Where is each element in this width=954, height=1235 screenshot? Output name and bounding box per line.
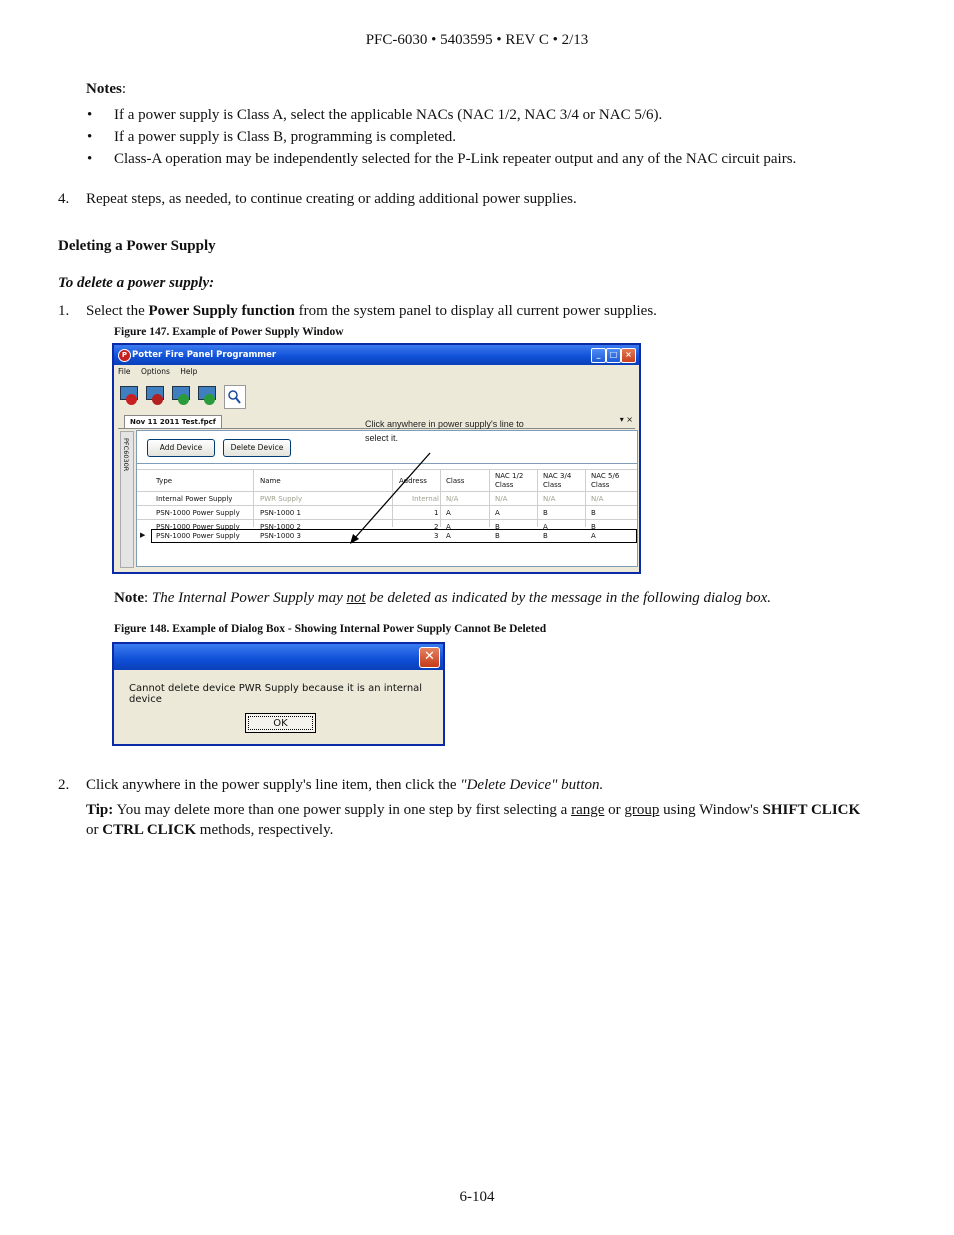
table-row-0-nac34[interactable]: N/A bbox=[543, 495, 556, 503]
step-1-post: from the system panel to display all current power supplies. bbox=[294, 303, 657, 319]
table-row-3-nac34[interactable]: B bbox=[543, 532, 548, 540]
figure-147-caption: Figure 147. Example of Power Supply Window bbox=[114, 326, 344, 338]
callout-text: Click anywhere in power supply's line to select it. bbox=[365, 419, 524, 443]
procedure-title: To delete a power supply: bbox=[58, 275, 215, 291]
note-post: be deleted as indicated by the message in the following dialog box. bbox=[365, 590, 771, 606]
tab-controls[interactable]: ▾ × bbox=[619, 415, 633, 424]
add-device-button[interactable]: Add Device bbox=[147, 439, 215, 457]
row-selector-icon[interactable]: ▶ bbox=[140, 531, 146, 539]
table-row-0-nac56[interactable]: N/A bbox=[591, 495, 604, 503]
table-row-0-name[interactable]: PWR Supply bbox=[260, 495, 303, 503]
tip-group: group bbox=[624, 802, 660, 818]
page-number: 6-104 bbox=[459, 1189, 495, 1205]
tip-label: Tip: bbox=[86, 802, 114, 818]
step-1-text bbox=[86, 301, 657, 321]
table-row-0-address[interactable]: Internal bbox=[412, 495, 439, 503]
table-row-2-name[interactable]: PSN-1000 2 bbox=[260, 523, 301, 531]
note-bullet-text: Class-A operation may be independently selected for the P-Link repeater output and any of the NAC circuit pairs. bbox=[114, 151, 797, 167]
close-icon[interactable]: × bbox=[621, 348, 636, 363]
maximize-icon[interactable]: □ bbox=[606, 348, 621, 363]
tab-document[interactable]: Nov 11 2011 Test.fpcf bbox=[124, 415, 222, 428]
power-supply-window bbox=[112, 343, 641, 574]
panel-label: PFC6030R bbox=[122, 438, 130, 472]
note-bullet-text: If a power supply is Class A, select the applicable NACs (NAC 1/2, NAC 3/4 or NAC 5/6). bbox=[114, 107, 663, 123]
step-2-number: 2. bbox=[58, 777, 70, 793]
ok-button[interactable] bbox=[245, 713, 316, 733]
step-1-bold: Power Supply function bbox=[148, 303, 295, 319]
list-item bbox=[87, 149, 914, 171]
column-header-class[interactable]: Class bbox=[446, 477, 465, 485]
table-row-3-nac56[interactable]: A bbox=[591, 532, 596, 540]
close-icon[interactable]: ✕ bbox=[419, 647, 440, 668]
column-header-name[interactable]: Name bbox=[260, 477, 281, 485]
figure-148-caption: Figure 148. Example of Dialog Box - Showing Internal Power Supply Cannot Be Deleted bbox=[114, 623, 547, 635]
column-header-type[interactable]: Type bbox=[156, 477, 173, 485]
bullet-marker: • bbox=[87, 129, 93, 145]
step-1-number: 1. bbox=[58, 303, 70, 319]
tip-text: methods, respectively. bbox=[196, 822, 334, 838]
column-header-nac34[interactable]: NAC 3/4 Class bbox=[543, 472, 572, 489]
note-underlined: not bbox=[346, 590, 366, 606]
step-4-text: Repeat steps, as needed, to continue creating or adding additional power supplies. bbox=[86, 191, 577, 207]
page-header: PFC-6030 • 5403595 • REV C • 2/13 bbox=[365, 32, 589, 48]
table-row-1-nac56[interactable]: B bbox=[591, 509, 596, 517]
column-header-address[interactable]: Address bbox=[399, 477, 427, 485]
table-row-2-address[interactable]: 2 bbox=[434, 523, 439, 531]
dialog-titlebar bbox=[114, 644, 443, 670]
table-row-3-address[interactable]: 3 bbox=[434, 532, 439, 540]
tip-paragraph bbox=[86, 800, 876, 840]
menu-help[interactable]: Help bbox=[180, 367, 198, 376]
tip-text: or bbox=[604, 802, 625, 818]
callout-arrow bbox=[114, 345, 639, 572]
table-row-0-class[interactable]: N/A bbox=[446, 495, 459, 503]
notes-label: Notes bbox=[86, 81, 122, 97]
table-row-3-type[interactable]: PSN-1000 Power Supply bbox=[156, 532, 240, 540]
window-title: Potter Fire Panel Programmer bbox=[132, 350, 277, 360]
table-row-1-nac12[interactable]: A bbox=[495, 509, 500, 517]
minimize-icon[interactable]: _ bbox=[591, 348, 606, 363]
step-2-text bbox=[86, 775, 603, 795]
bullet-marker: • bbox=[87, 151, 93, 167]
table-row-0-type[interactable]: Internal Power Supply bbox=[156, 495, 233, 503]
table-row-1-class[interactable]: A bbox=[446, 509, 451, 517]
table-row-1-nac34[interactable]: B bbox=[543, 509, 548, 517]
dialog-message: Cannot delete device PWR Supply because it is an internal device bbox=[129, 683, 423, 705]
table-row-1-address[interactable]: 1 bbox=[434, 509, 439, 517]
step-2-pre: Click anywhere in the power supply's line item, then click the bbox=[86, 777, 461, 793]
menu-file[interactable]: File bbox=[118, 367, 131, 376]
table-row-2-nac56[interactable]: B bbox=[591, 523, 596, 531]
table-row-3-class[interactable]: A bbox=[446, 532, 451, 540]
table-row-1-type[interactable]: PSN-1000 Power Supply bbox=[156, 509, 240, 517]
table-row-2-nac34[interactable]: A bbox=[543, 523, 548, 531]
ok-button-label: OK bbox=[248, 716, 313, 730]
tip-text: You may delete more than one power supply in one step by first selecting a bbox=[113, 802, 572, 818]
menu-options[interactable]: Options bbox=[140, 367, 170, 376]
bullet-marker: • bbox=[87, 107, 93, 123]
note-bullet-text: If a power supply is Class B, programming is completed. bbox=[114, 129, 457, 145]
tip-shift-click: SHIFT CLICK bbox=[762, 802, 861, 818]
notes-colon: : bbox=[121, 81, 126, 97]
column-header-nac56[interactable]: NAC 5/6 Class bbox=[591, 472, 620, 489]
tip-range: range bbox=[571, 802, 605, 818]
note-paragraph bbox=[114, 588, 771, 608]
table-row-1-name[interactable]: PSN-1000 1 bbox=[260, 509, 301, 517]
table-row-0-nac12[interactable]: N/A bbox=[495, 495, 508, 503]
step-4-number: 4. bbox=[58, 191, 70, 207]
app-logo-icon: P bbox=[118, 349, 131, 362]
step-1-pre: Select the bbox=[86, 303, 149, 319]
list-item bbox=[87, 105, 914, 127]
table-row-3-nac12[interactable]: B bbox=[495, 532, 500, 540]
section-title: Deleting a Power Supply bbox=[58, 238, 216, 254]
note-colon: : bbox=[144, 590, 152, 606]
error-dialog bbox=[112, 642, 445, 746]
notes-heading bbox=[86, 79, 126, 99]
tip-text: or bbox=[86, 822, 103, 838]
delete-device-button[interactable]: Delete Device bbox=[223, 439, 291, 457]
table-row-3-name[interactable]: PSN-1000 3 bbox=[260, 532, 301, 540]
step-2-italic: "Delete Device" button. bbox=[460, 777, 604, 793]
list-item bbox=[87, 127, 914, 149]
note-pre: The Internal Power Supply may bbox=[151, 590, 347, 606]
notes-list bbox=[87, 105, 914, 171]
table-row-2-class[interactable]: A bbox=[446, 523, 451, 531]
column-header-nac12[interactable]: NAC 1/2 Class bbox=[495, 472, 524, 489]
table-row-2-type[interactable]: PSN-1000 Power Supply bbox=[156, 523, 240, 531]
note-label: Note bbox=[114, 590, 144, 606]
tip-text: using Window's bbox=[659, 802, 763, 818]
table-row-2-nac12[interactable]: B bbox=[495, 523, 500, 531]
tip-ctrl-click: CTRL CLICK bbox=[102, 822, 197, 838]
